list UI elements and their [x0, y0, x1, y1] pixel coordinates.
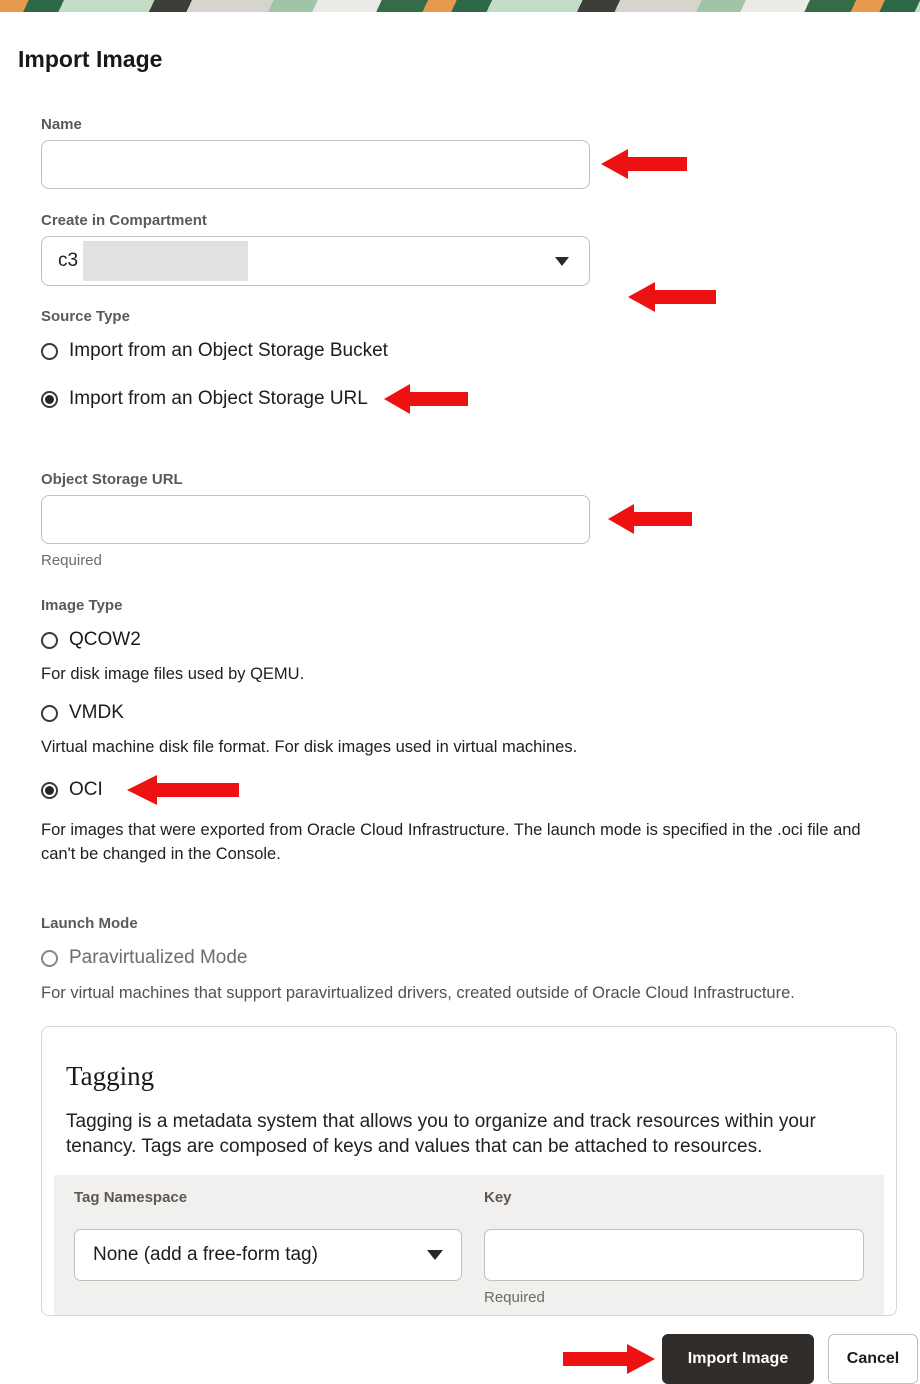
radio-circle-icon	[41, 705, 58, 722]
tagging-title: Tagging	[66, 1061, 155, 1091]
vmdk-description: Virtual machine disk file format. For disk images used in virtual machines.	[41, 738, 578, 756]
compartment-value: c3	[58, 250, 79, 271]
tag-namespace-value: None (add a free-form tag)	[93, 1244, 318, 1265]
radio-vmdk[interactable]	[41, 702, 897, 724]
tag-namespace-label: Tag Namespace	[74, 1189, 188, 1206]
tag-namespace-select[interactable]	[74, 1229, 462, 1281]
tagging-description: Tagging is a metadata system that allows you to organize and track resources within your tenancy. Tags are composed of keys and values that can be attached to resources.	[66, 1111, 816, 1157]
radio-source-url[interactable]	[41, 384, 897, 414]
callout-arrow-oci	[127, 775, 239, 805]
redacted-compartment-name	[83, 241, 248, 281]
object-storage-url-required-hint: Required	[41, 552, 102, 569]
footer-actions	[0, 1334, 920, 1384]
callout-arrow-name	[601, 149, 687, 179]
radio-source-url-label: Import from an Object Storage URL	[69, 388, 368, 409]
launch-mode-field	[41, 915, 897, 1005]
launch-mode-label: Launch Mode	[41, 915, 138, 932]
page-title: Import Image	[18, 46, 163, 72]
radio-source-bucket-label: Import from an Object Storage Bucket	[69, 340, 388, 361]
import-image-form	[41, 116, 897, 1316]
qcow2-description: For disk image files used by QEMU.	[41, 665, 305, 683]
tag-key-label: Key	[484, 1189, 512, 1206]
tag-panel	[54, 1175, 884, 1315]
tagging-card	[41, 1026, 897, 1316]
compartment-select[interactable]	[41, 236, 590, 286]
callout-arrow-import-button	[563, 1344, 655, 1374]
radio-source-bucket[interactable]	[41, 340, 897, 362]
tag-key-input[interactable]	[484, 1229, 864, 1281]
radio-circle-selected-icon	[41, 391, 58, 408]
compartment-label: Create in Compartment	[41, 212, 207, 229]
radio-vmdk-label: VMDK	[69, 702, 124, 723]
tag-key-column	[484, 1189, 864, 1307]
source-type-label: Source Type	[41, 308, 130, 325]
chevron-down-icon	[427, 1250, 443, 1260]
radio-circle-icon	[41, 632, 58, 649]
cancel-button[interactable]: Cancel	[828, 1334, 918, 1384]
object-storage-url-field	[41, 471, 897, 570]
tag-namespace-column	[74, 1189, 462, 1307]
radio-paravirtualized-label: Paravirtualized Mode	[69, 947, 248, 968]
callout-arrow-source-url	[384, 384, 468, 414]
import-image-button[interactable]: Import Image	[662, 1334, 814, 1384]
object-storage-url-input[interactable]	[41, 495, 590, 544]
compartment-field	[41, 212, 897, 286]
name-label: Name	[41, 116, 82, 133]
chevron-down-icon	[555, 257, 569, 266]
object-storage-url-label: Object Storage URL	[41, 471, 183, 488]
callout-arrow-url-input	[608, 504, 692, 534]
name-field	[41, 116, 897, 189]
radio-oci-label: OCI	[69, 779, 103, 800]
tag-key-required-hint: Required	[484, 1289, 545, 1306]
radio-paravirtualized[interactable]	[41, 947, 897, 969]
paravirtualized-description: For virtual machines that support paravirtualized drivers, created outside of Oracle Cloud Infrastructure.	[41, 984, 795, 1002]
oci-description: For images that were exported from Oracle Cloud Infrastructure. The launch mode is specified in the .oci file and can't be changed in the Console.	[41, 821, 861, 863]
radio-qcow2-label: QCOW2	[69, 629, 141, 650]
radio-circle-selected-icon	[41, 782, 58, 799]
radio-circle-icon	[41, 343, 58, 360]
source-type-field	[41, 308, 897, 414]
image-type-label: Image Type	[41, 597, 123, 614]
radio-circle-disabled-icon	[41, 950, 58, 967]
image-type-field	[41, 597, 897, 866]
radio-oci[interactable]	[41, 775, 897, 805]
name-input[interactable]	[41, 140, 590, 189]
radio-qcow2[interactable]	[41, 629, 897, 651]
decorative-banner	[0, 0, 920, 12]
